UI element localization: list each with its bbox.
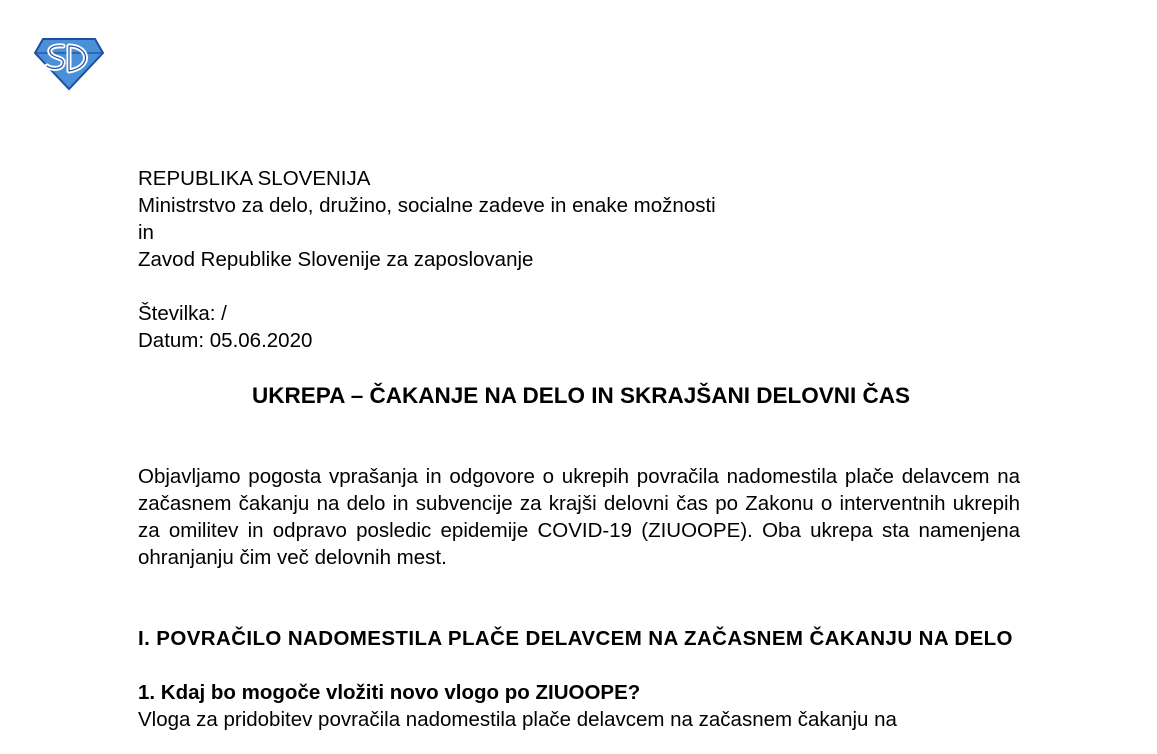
document-number: Številka: /: [138, 302, 227, 325]
document-body: [138, 165, 1020, 754]
document-date: Datum: 05.06.2020: [138, 329, 313, 352]
header-republic: REPUBLIKA SLOVENIJA: [138, 167, 371, 190]
intro-paragraph: Objavljamo pogosta vprašanja in odgovore o ukrepih povračila nadomestila plače delavcem na začasnem čakanju na delo in subvencije za krajši delovni čas po Zakonu o interventnih ukrepih za omilitev in odpravo posledic epidemije COVID-19 (ZIUOOPE). Oba ukrepa sta namenjena ohranjanju čim več delovnih mest.: [138, 465, 1020, 569]
section-heading: I. POVRAČILO NADOMESTILA PLAČE DELAVCEM NA ZAČASNEM ČAKANJU NA DELO: [138, 627, 1013, 650]
zrsz-diamond-logo-icon: [33, 37, 105, 91]
question-heading: 1. Kdaj bo mogoče vložiti novo vlogo po ZIUOOPE?: [138, 681, 641, 704]
spacer: [138, 273, 1020, 300]
header-ministry: Ministrstvo za delo, družino, socialne zadeve in enake možnosti: [138, 194, 716, 217]
answer-paragraph: Vloga za pridobitev povračila nadomestila plače delavcem na začasnem čakanju na: [138, 708, 897, 731]
header-conjunction: in: [138, 221, 154, 244]
page-title: UKREPA – ČAKANJE NA DELO IN SKRAJŠANI DELOVNI ČAS: [252, 383, 910, 408]
header-employment-service: Zavod Republike Slovenije za zaposlovanje: [138, 248, 534, 271]
